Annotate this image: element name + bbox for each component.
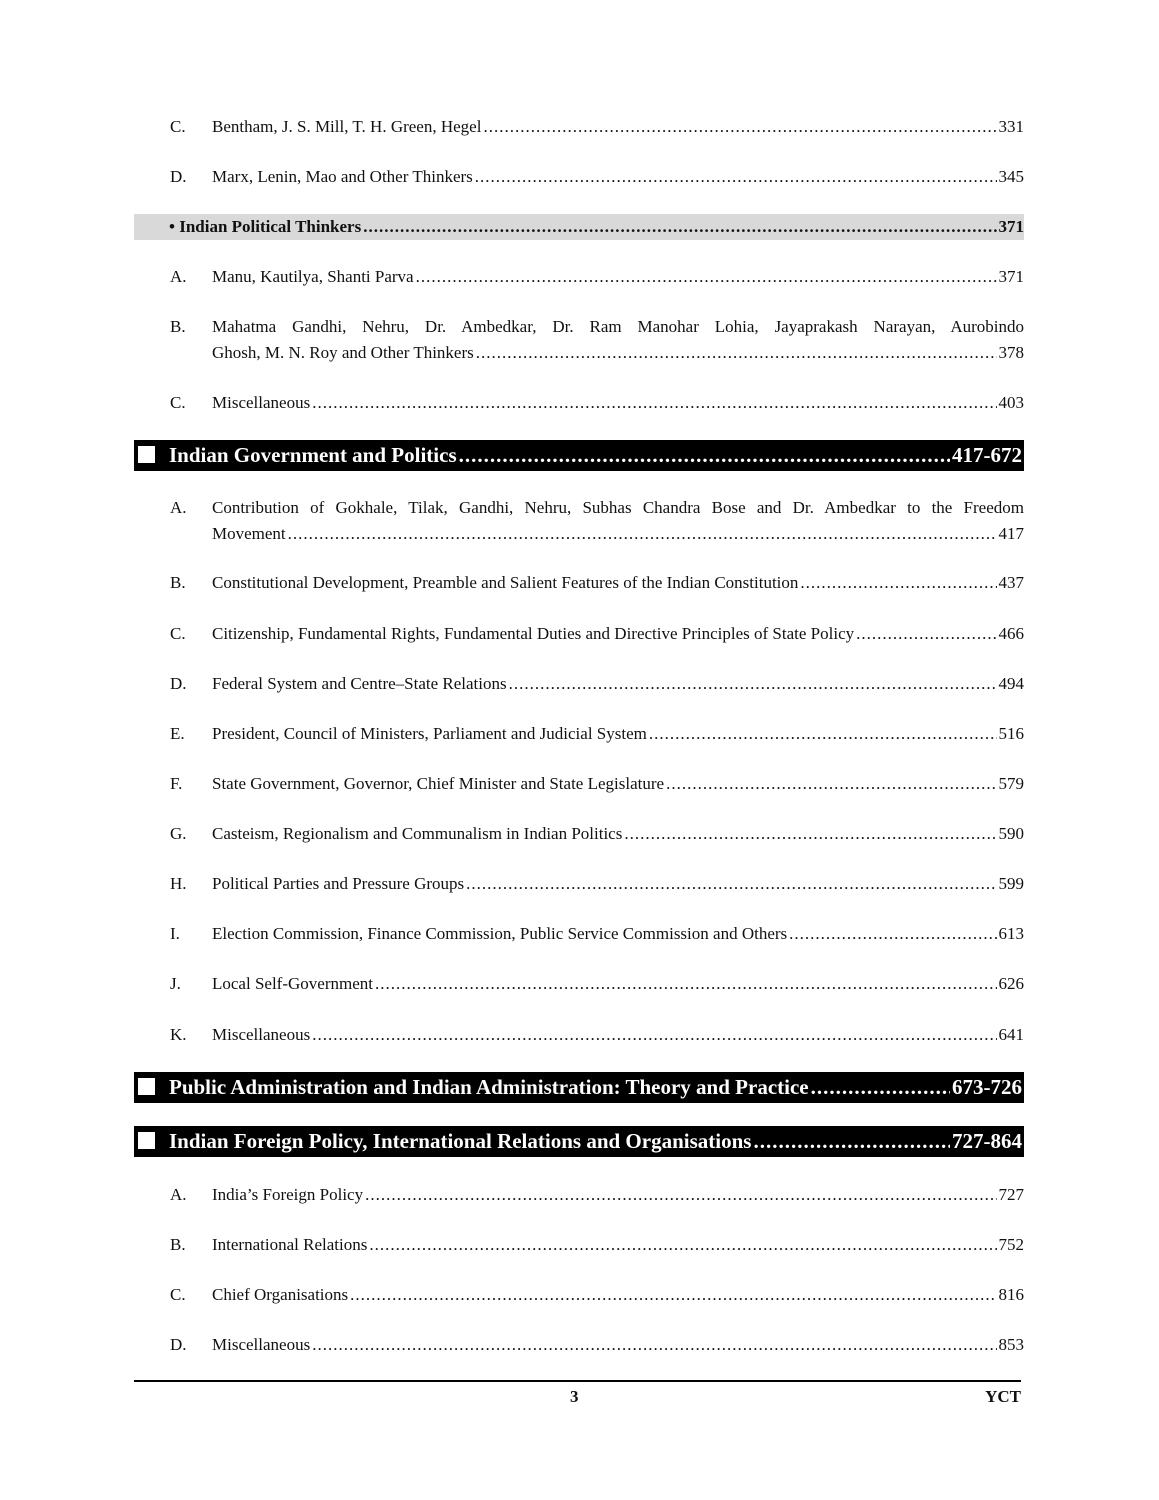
toc-entry <box>134 1332 1024 1358</box>
toc-entry <box>134 1182 1024 1208</box>
entry-page: 345 <box>998 167 1024 186</box>
toc-entry <box>134 871 1024 897</box>
entry-title: Political Parties and Pressure Groups <box>212 874 465 893</box>
entry-letter: C. <box>170 1285 186 1304</box>
subheading-page: 371 <box>998 217 1024 236</box>
entry-letter: B. <box>170 1235 186 1254</box>
footer-brand: YCT <box>985 1387 1021 1406</box>
entry-letter: E. <box>170 724 185 743</box>
toc-entry <box>134 1022 1024 1048</box>
entry-title: Miscellaneous <box>212 1025 311 1044</box>
entry-page: 466 <box>998 624 1024 643</box>
entry-page: 494 <box>998 674 1024 693</box>
entry-letter: A. <box>170 267 187 286</box>
toc-entry <box>134 164 1024 190</box>
bullet-icon: • <box>169 217 175 236</box>
entry-page: 613 <box>998 924 1024 943</box>
entry-page: 437 <box>998 573 1024 592</box>
entry-title: Marx, Lenin, Mao and Other Thinkers <box>212 167 473 186</box>
section-heading-bar <box>134 440 1024 471</box>
section-heading-bar <box>134 1126 1024 1157</box>
entry-letter: H. <box>170 874 187 893</box>
section-pages: 673-726 <box>952 1075 1022 1099</box>
section-title: Public Administration and Indian Administration: Theory and Practice <box>169 1075 809 1099</box>
entry-title-line1: Contribution of Gokhale, Tilak, Gandhi, Nehru, Subhas Chandra Bose and Dr. Ambedkar to the Freedom <box>212 498 1024 517</box>
section-heading-bar <box>134 1072 1024 1103</box>
entry-page: 853 <box>998 1335 1024 1354</box>
toc-entry <box>134 721 1024 747</box>
entry-page: 752 <box>998 1235 1024 1254</box>
entry-letter: D. <box>170 1335 187 1354</box>
entry-letter: K. <box>170 1025 187 1044</box>
entry-title: Constitutional Development, Preamble and Salient Features of the Indian Constitution <box>212 573 799 592</box>
subheading-title: Indian Political Thinkers <box>179 217 362 236</box>
entry-letter: F. <box>170 774 183 793</box>
toc-entry <box>134 821 1024 847</box>
section-pages: 727-864 <box>952 1129 1022 1153</box>
entry-title: Chief Organisations <box>212 1285 349 1304</box>
entry-title: Miscellaneous <box>212 393 311 412</box>
entry-page: 579 <box>998 774 1024 793</box>
entry-letter: C. <box>170 624 186 643</box>
entry-title: Casteism, Regionalism and Communalism in Indian Politics <box>212 824 623 843</box>
entry-page: 816 <box>998 1285 1024 1304</box>
entry-title: India’s Foreign Policy <box>212 1185 364 1204</box>
toc-entry <box>134 114 1024 140</box>
entry-letter: C. <box>170 393 186 412</box>
section-title: Indian Foreign Policy, International Relations and Organisations <box>169 1129 752 1153</box>
entry-title-line2: Movement <box>212 524 286 543</box>
entry-title: President, Council of Ministers, Parliament and Judicial System <box>212 724 647 743</box>
entry-title: Federal System and Centre–State Relations <box>212 674 507 693</box>
entry-title: Miscellaneous <box>212 1335 311 1354</box>
entry-page: 590 <box>998 824 1024 843</box>
toc-entry <box>134 314 1024 366</box>
entry-page: 626 <box>998 974 1024 993</box>
entry-title-line1: Mahatma Gandhi, Nehru, Dr. Ambedkar, Dr. Ram Manohar Lohia, Jayaprakash Narayan, Aurobindo <box>212 317 1024 336</box>
entry-title: Local Self-Government <box>212 974 373 993</box>
entry-letter: A. <box>170 1185 187 1204</box>
entry-letter: J. <box>170 974 181 993</box>
entry-title: State Government, Governor, Chief Minister and State Legislature <box>212 774 665 793</box>
entry-letter: A. <box>170 498 187 517</box>
entry-letter: B. <box>170 573 186 592</box>
entry-page: 641 <box>998 1025 1024 1044</box>
entry-page: 378 <box>998 343 1024 362</box>
square-bullet-icon <box>138 446 155 463</box>
toc-entry <box>134 390 1024 416</box>
entry-title: Citizenship, Fundamental Rights, Fundamental Duties and Directive Principles of State Policy <box>212 624 855 643</box>
entry-page: 727 <box>998 1185 1024 1204</box>
entry-title: Election Commission, Finance Commission, Public Service Commission and Others <box>212 924 788 943</box>
section-pages: 417-672 <box>952 443 1022 467</box>
footer-divider <box>134 1380 1021 1382</box>
entry-page: 371 <box>998 267 1024 286</box>
toc-entry <box>134 570 1024 596</box>
entry-letter: G. <box>170 824 187 843</box>
entry-title: Bentham, J. S. Mill, T. H. Green, Hegel <box>212 117 482 136</box>
entry-page: 516 <box>998 724 1024 743</box>
entry-letter: D. <box>170 167 187 186</box>
entry-letter: D. <box>170 674 187 693</box>
entry-letter: I. <box>170 924 180 943</box>
section-title: Indian Government and Politics <box>169 443 457 467</box>
toc-entry <box>134 671 1024 697</box>
entry-title: International Relations <box>212 1235 368 1254</box>
toc-entry <box>134 971 1024 997</box>
entry-title-line2: Ghosh, M. N. Roy and Other Thinkers <box>212 343 474 362</box>
entry-page: 403 <box>998 393 1024 412</box>
toc-entry <box>134 921 1024 947</box>
toc-entry <box>134 1282 1024 1308</box>
toc-entry <box>134 264 1024 290</box>
toc-entry <box>134 771 1024 797</box>
toc-entry <box>134 1232 1024 1258</box>
square-bullet-icon <box>138 1132 155 1149</box>
page-number: 3 <box>570 1387 579 1406</box>
subheading-row <box>134 214 1024 240</box>
square-bullet-icon <box>138 1078 155 1095</box>
entry-letter: C. <box>170 117 186 136</box>
entry-page: 417 <box>998 524 1024 543</box>
entry-title: Manu, Kautilya, Shanti Parva <box>212 267 414 286</box>
toc-entry <box>134 495 1024 547</box>
entry-letter: B. <box>170 317 186 336</box>
entry-page: 599 <box>998 874 1024 893</box>
toc-entry <box>134 621 1024 647</box>
entry-page: 331 <box>998 117 1024 136</box>
